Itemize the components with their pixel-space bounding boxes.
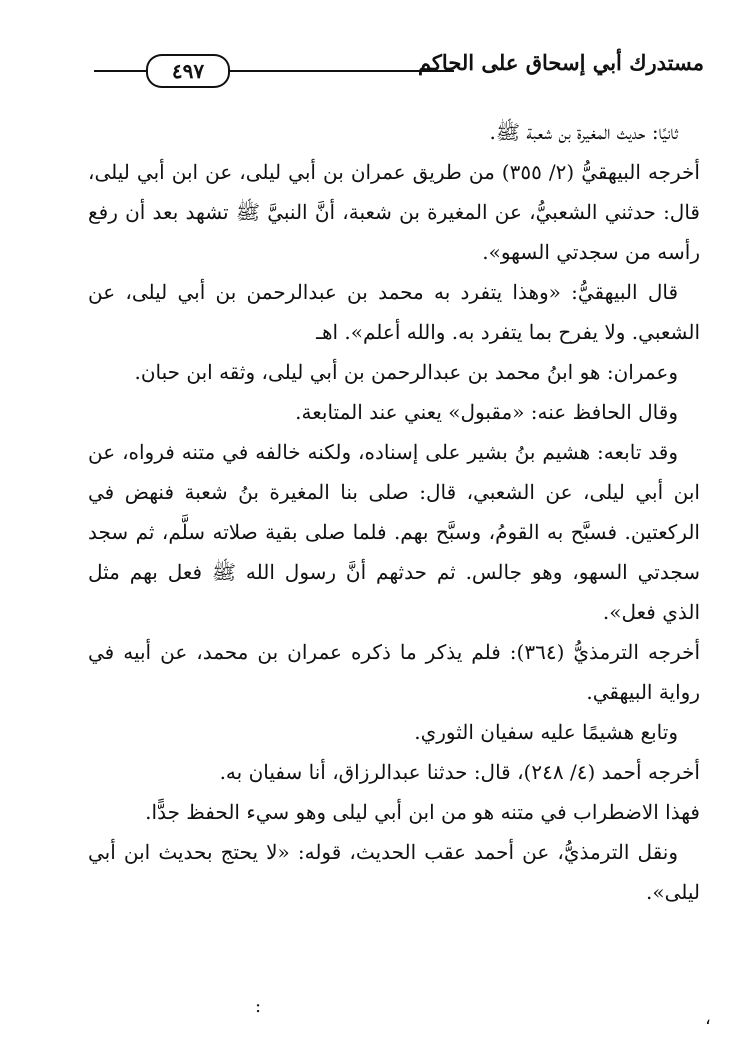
header-rule bbox=[224, 70, 454, 72]
paragraph: وقال الحافظ عنه: «مقبول» يعني عند المتابعة. bbox=[295, 400, 678, 424]
paragraph: وتابع هشيمًا عليه سفيان الثوري. bbox=[414, 720, 678, 744]
footer-mark-right: ، bbox=[705, 1008, 711, 1029]
header-rule-left bbox=[94, 70, 146, 72]
paragraph: قال البيهقيُّ: «وهذا يتفرد به محمد بن عبدالرحمن بن أبي ليلى، عن الشعبي. ولا يفرح بما يتفرد به. والله أعلم». اهـ bbox=[88, 280, 700, 344]
paragraph: وعمران: هو ابنُ محمد بن عبدالرحمن بن أبي ليلى، وثقه ابن حبان. bbox=[134, 360, 678, 384]
page-number-badge bbox=[146, 54, 230, 88]
paragraph-heading: ثانيًا: حديث المغيرة بن شعبة ﷺ. bbox=[489, 120, 678, 144]
paragraph: وقد تابعه: هشيم بنُ بشير على إسناده، ولكنه خالفه في متنه فرواه، عن ابن أبي ليلى، عن الشعبي، قال: صلى بنا المغيرة بنُ شعبة فنهض في الركعتين. فسبَّح به القومُ، وسبَّح بهم. فلما صلى بقية صلاته سلَّم، ثم سجد سجدتي السهو، وهو جالس. ثم حدثهم أنَّ رسول الله ﷺ فعل بهم مثل الذي فعل». bbox=[88, 440, 700, 624]
paragraph: أخرجه أحمد (٤/ ٢٤٨)، قال: حدثنا عبدالرزاق، أنا سفيان به. bbox=[219, 760, 700, 784]
paragraph: ونقل الترمذيُّ، عن أحمد عقب الحديث، قوله: «لا يحتج بحديث ابن أبي ليلى». bbox=[88, 840, 700, 904]
book-title: مستدرك أبي إسحاق على الحاكم bbox=[417, 50, 704, 75]
paragraph: أخرجه الترمذيُّ (٣٦٤): فلم يذكر ما ذكره عمران بن محمد، عن أبيه في رواية البيهقي. bbox=[88, 640, 700, 704]
page-header bbox=[94, 48, 704, 88]
paragraph: أخرجه البيهقيُّ (٢/ ٣٥٥) من طريق عمران بن أبي ليلى، عن ابن أبي ليلى، قال: حدثني الشعبيُّ، عن المغيرة بن شعبة، أنَّ النبيَّ ﷺ تشهد بعد أن رفع رأسه من سجدتي السهو». bbox=[88, 160, 700, 264]
page-body bbox=[88, 112, 700, 912]
page-number: ٤٩٧ bbox=[171, 59, 205, 83]
footer-mark: : bbox=[255, 996, 262, 1017]
paragraph: فهذا الاضطراب في متنه هو من ابن أبي ليلى وهو سيء الحفظ جدًّا. bbox=[145, 800, 700, 824]
